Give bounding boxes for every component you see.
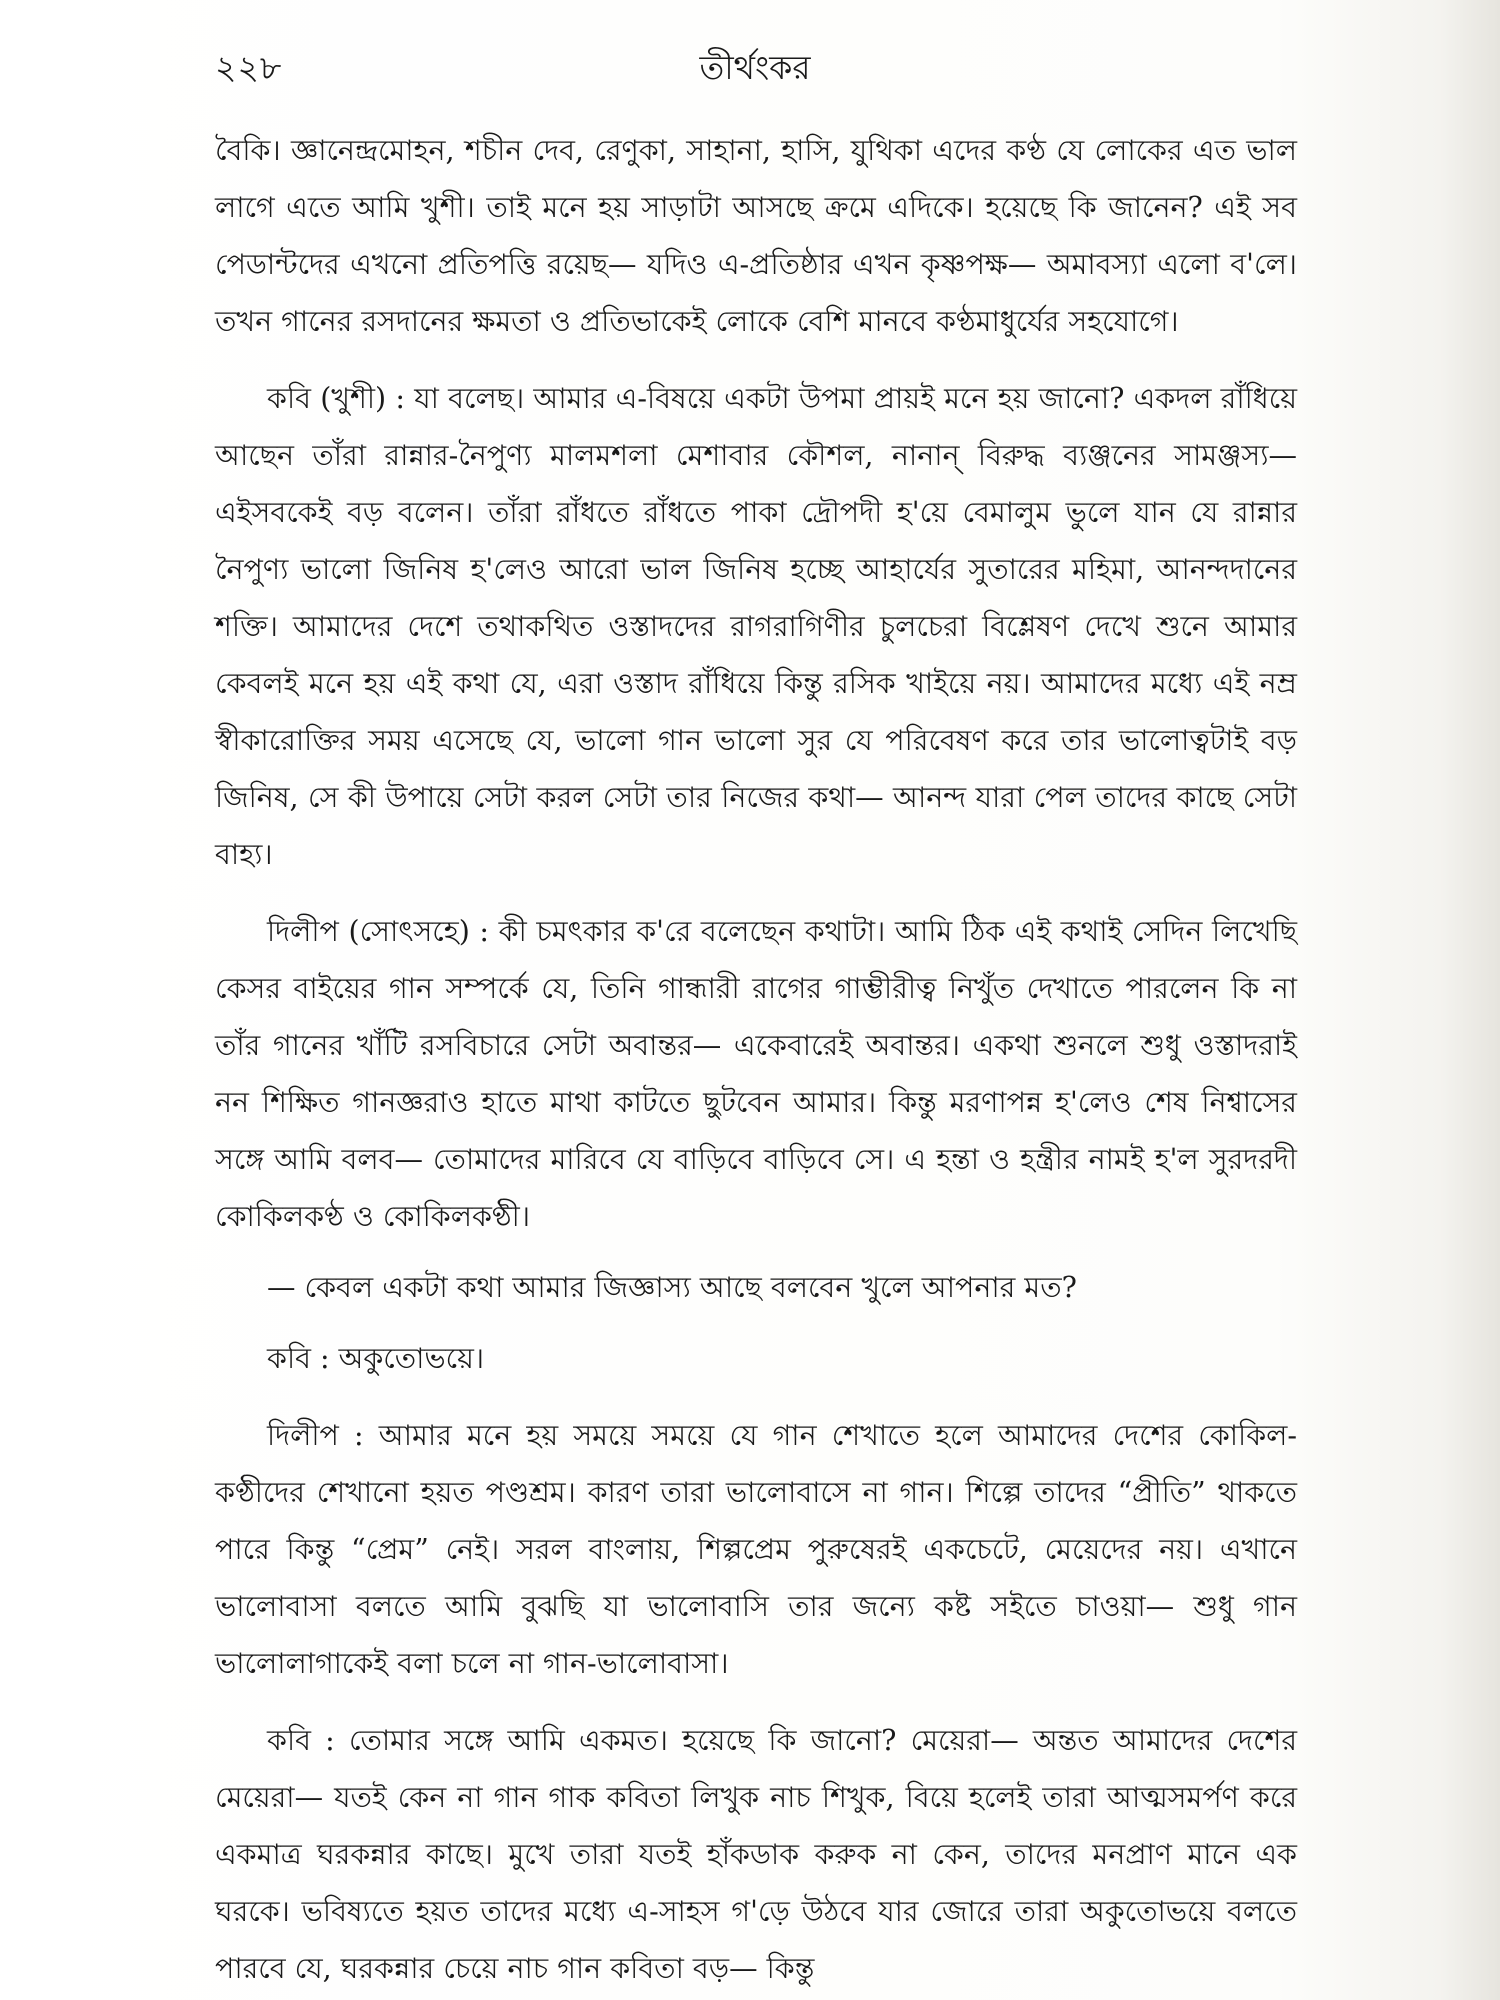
paragraph-dilip-kesar-bai: দিলীপ (সোৎসহে) : কী চমৎকার ক'রে বলেছেন কথাটা। আমি ঠিক এই কথাই সেদিন লিখেছি কেসর বাইয়ের গান সম্পর্কে যে, তিনি গান্ধারী রাগের গাম্ভীরীত্ব নিখুঁত দেখাতে পারলেন কি না তাঁর গানের খাঁটি রসবিচারে সেটা অবান্তর— একেবারেই অবান্তর। একথা শুনলে শুধু ওস্তাদরাই নন শিক্ষিত গানজ্ঞরাও হাতে মাথা কাটতে ছুটবেন আমার। কিন্তু মরণাপন্ন হ'লেও শেষ নিশ্বাসের সঙ্গে আমি বলব— তোমাদের মারিবে যে বাড়িবে বাড়িবে সে। এ হন্তা ও হন্ত্রীর নামই হ'ল সুরদরদী কোকিলকণ্ঠ ও কোকিলকণ্ঠী। [215, 915, 1297, 1233]
body-text [215, 122, 1297, 1997]
paragraph-kobi-meyera: কবি : তোমার সঙ্গে আমি একমত। হয়েছে কি জানো? মেয়েরা— অন্তত আমাদের দেশের মেয়েরা— যতই কেন না গান গাক কবিতা লিখুক নাচ শিখুক, বিয়ে হলেই তারা আত্মসমর্পণ করে একমাত্র ঘরকন্নার কাছে। মুখে তারা যতই হাঁকডাক করুক না কেন, তাদের মনপ্রাণ মানে এক ঘরকে। ভবিষ্যতে হয়ত তাদের মধ্যে এ-সাহস গ'ড়ে উঠবে যার জোরে তারা অকুতোভয়ে বলতে পারবে যে, ঘরকন্নার চেয়ে নাচ গান কবিতা বড়— কিন্তু [215, 1724, 1297, 1985]
paragraph-question: — কেবল একটা কথা আমার জিজ্ঞাস্য আছে বলবেন খুলে আপনার মত? [267, 1271, 1077, 1304]
page-number: ২২৮ [215, 48, 283, 87]
running-title: তীর্থংকর [699, 48, 811, 87]
paragraph-dilip-kokil-kanthi: দিলীপ : আমার মনে হয় সময়ে সময়ে যে গান শেখাতে হলে আমাদের দেশের কোকিল-কণ্ঠীদের শেখানো হয়ত পণ্ডশ্রম। কারণ তারা ভালোবাসে না গান। শিল্পে তাদের “প্রীতি” থাকতে পারে কিন্তু “প্রেম” নেই। সরল বাংলায়, শিল্পপ্রেম পুরুষেরই একচেটে, মেয়েদের নয়। এখানে ভালোবাসা বলতে আমি বুঝছি যা ভালোবাসি তার জন্যে কষ্ট সইতে চাওয়া— শুধু গান ভালোলাগাকেই বলা চলে না গান-ভালোবাসা। [215, 1419, 1297, 1680]
paragraph-kobi-akutobhoye: কবি : অকুতোভয়ে। [267, 1342, 485, 1375]
page-header [215, 42, 1295, 102]
paragraph-continuation: বৈকি। জ্ঞানেন্দ্রমোহন, শচীন দেব, রেণুকা, সাহানা, হাসি, যুথিকা এদের কণ্ঠ যে লোকের এত ভাল লাগে এতে আমি খুশী। তাই মনে হয় সাড়াটা আসছে ক্রমে এদিকে। হয়েছে কি জানেন? এই সব পেডান্টদের এখনো প্রতিপত্তি রয়েছ— যদিও এ-প্রতিষ্ঠার এখন কৃষ্ণপক্ষ— অমাবস্যা এলো ব'লে। তখন গানের রসদানের ক্ষমতা ও প্রতিভাকেই লোকে বেশি মানবে কণ্ঠমাধুর্যের সহযোগে। [215, 134, 1297, 338]
paragraph-kobi-upama: কবি (খুশী) : যা বলেছ। আমার এ-বিষয়ে একটা উপমা প্রায়ই মনে হয় জানো? একদল রাঁধিয়ে আছেন তাঁরা রান্নার-নৈপুণ্য মালমশলা মেশাবার কৌশল, নানান্ বিরুদ্ধ ব্যঞ্জনের সামঞ্জস্য— এইসবকেই বড় বলেন। তাঁরা রাঁধতে রাঁধতে পাকা দ্রৌপদী হ'য়ে বেমালুম ভুলে যান যে রান্নার নৈপুণ্য ভালো জিনিষ হ'লেও আরো ভাল জিনিষ হচ্ছে আহার্যের সুতারের মহিমা, আনন্দদানের শক্তি। আমাদের দেশে তথাকথিত ওস্তাদদের রাগরাগিণীর চুলচেরা বিশ্লেষণ দেখে শুনে আমার কেবলই মনে হয় এই কথা যে, এরা ওস্তাদ রাঁধিয়ে কিন্তু রসিক খাইয়ে নয়। আমাদের মধ্যে এই নম্র স্বীকারোক্তির সময় এসেছে যে, ভালো গান ভালো সুর যে পরিবেষণ করে তার ভালোত্বটাই বড় জিনিষ, সে কী উপায়ে সেটা করল সেটা তার নিজের কথা— আনন্দ যারা পেল তাদের কাছে সেটা বাহ্য। [215, 382, 1297, 871]
